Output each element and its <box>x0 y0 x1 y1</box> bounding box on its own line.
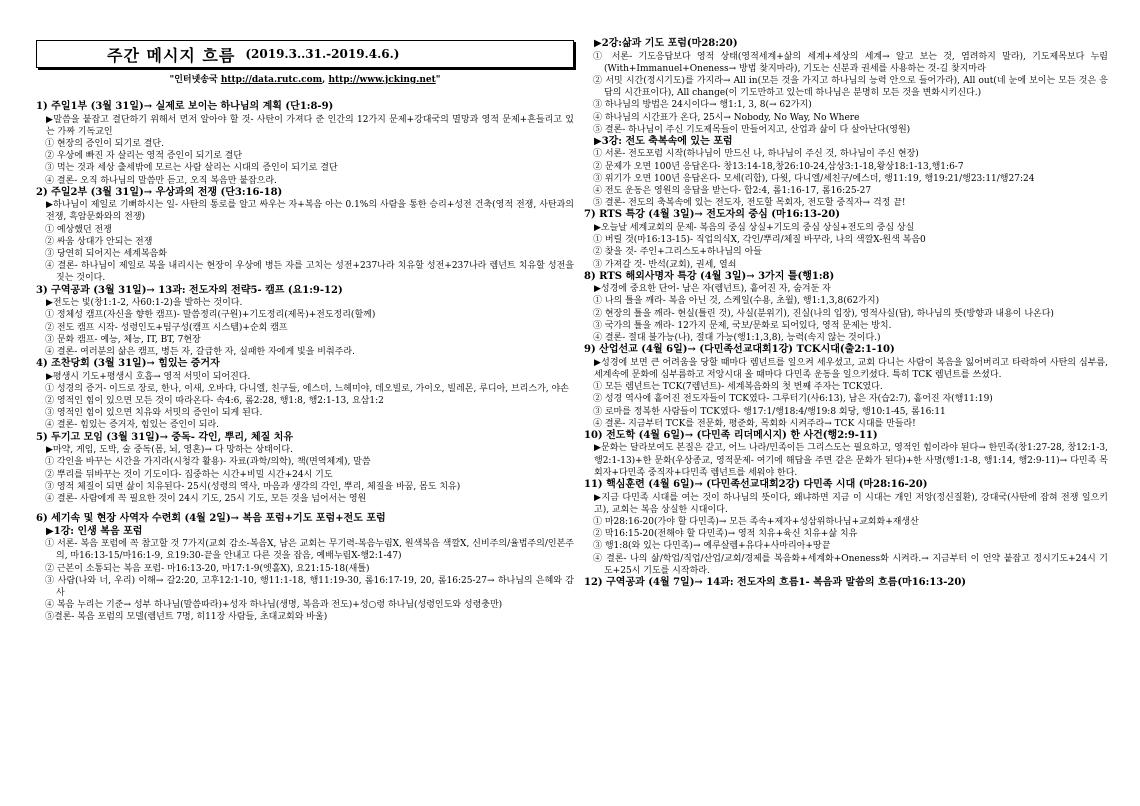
message-section <box>36 187 574 285</box>
list-item: ③ 먹는 것과 세상 출세밖에 모르는 사람 살리는 시대의 증인이 되기로 결단 <box>45 163 338 174</box>
list-item: ② 우상에 빠진 자 살리는 영적 증인이 되기로 결단 <box>45 151 243 162</box>
list-item: ③ 하나님의 방법은 24시이다→ 행1:1, 3, 8(→ 62가지) <box>593 100 812 111</box>
list-item: ③ 위기가 오면 100년 응답온다- 모세(리합), 다윗, 다니엘/세친구/에스더, 행11:19, 행19:21/행23:11/행27:24 <box>593 173 1035 184</box>
list-item: ③ 행1:8(와 있는 다민족)→ 예루살렘+유다+사마리아+땅끝 <box>593 541 831 552</box>
list-item: ⑤ 결론- 하나님이 주신 기도제목들이 만들어지고, 산업과 삶이 다 살아난다(영원) <box>593 124 911 135</box>
list-item: ② 근본이 소통되는 복음 포럼- 마16:13-20, 마17:1-9(엣홀X), 요21:15-18(새틀) <box>45 563 370 574</box>
section-heading: 12) 구역공과 (4월 7일)→ 14과: 전도자의 흐름1- 복음과 말씀의 흐름(마16:13-20) <box>584 577 967 589</box>
list-item: ④ 결론- 나의 삶/학업/직업/산업/교회/경제를 복음화+세계화+Oneness화 시켜라.→ 지금부터 이 언약 붙잡고 정시기도+24시 기도+25시 기도를 시작하라. <box>593 553 1108 576</box>
section-heading: 7) RTS 특강 (4월 3일)→ 전도자의 중심 (마16:13-20) <box>584 209 840 221</box>
section-heading: 8) RTS 해외사명자 특강 (4월 3일)→ 3가지 틀(행1:8) <box>584 270 835 282</box>
list-item: ④ 하나님의 시간표가 온다, 25시→ Nobody, No Way, No Where <box>593 112 860 123</box>
list-item: ③ 영적 체질이 되면 삶이 치유된다- 25시(성령의 역사, 마음과 생각의 각인, 뿌리, 체질을 바꿈, 몸도 치유) <box>45 481 461 492</box>
message-section <box>36 285 574 359</box>
links-separator: , <box>322 75 329 85</box>
list-item: ④ 결론- 사람에게 꼭 필요한 것이 24시 기도, 25시 기도, 모든 것을 넘어서는 영원 <box>45 493 367 504</box>
links-prefix: "인터넷송국 <box>169 75 221 85</box>
list-item: ① 예상했던 전쟁 <box>45 224 112 235</box>
list-item: ② 뿌리를 뒤바꾸는 것이 기도이다- 집중하는 시간+비밀 시간+24시 기도 <box>45 469 333 480</box>
list-item: ③ 가져갈 것- 반석(교회), 권세, 열쇠 <box>593 259 737 270</box>
message-section <box>584 136 1108 210</box>
list-item: ③ 당연히 되어지는 세계복음화 <box>45 249 167 260</box>
section-heading: 9) 산업선교 (4월 6일)→ (다민족선교대회1강) TCK시대(출2:1-10) <box>584 344 895 356</box>
link-jcking[interactable]: http://www.jcking.net <box>328 75 436 85</box>
section-heading: 11) 핵심훈련 (4월 6일)→ (다민족선교대회2강) 다민족 시대 (마28:16-20) <box>584 479 928 491</box>
list-item: ② 현장의 틀을 깨라- 현실(틀린 것), 사실(분위기), 진실(나의 입장), 영적사실(답), 하나님의 뜻(방향과 내용이 나온다) <box>593 308 1054 319</box>
list-item: ② 찾을 것- 주인+그리스도+하나님의 아들 <box>593 247 762 258</box>
link-rutc[interactable]: http://data.rutc.com <box>220 75 323 85</box>
list-item: ④ 결론- 오직 하나님의 말씀만 듣고, 오직 복음만 붙잡으라. <box>45 175 277 186</box>
section-intro: ▶오늘날 세계교회의 문제- 복음의 중심 상실+기도의 중심 상실+전도의 중심 상실 <box>594 222 915 233</box>
message-section <box>584 577 1108 590</box>
title-box <box>36 40 574 68</box>
section-gap <box>36 505 574 513</box>
list-item: ② 싸움 상대가 안되는 전쟁 <box>45 236 153 247</box>
section-intro: ▶하나님이 제일로 기뻐하시는 일- 사탄의 통로를 알고 싸우는 자+복음 아는 0.1%의 사람을 통한 승리+성전 건축(영적 전쟁, 사탄과의 전쟁, 흑암문화와의 전쟁) <box>46 200 574 223</box>
list-item: ① 서론- 전도포럼 시작(하나님이 만드신 나, 하나님이 주신 것, 하나님이 주신 현장) <box>593 149 919 160</box>
section-intro: ▶평생시 기도+평생시 호흡→ 영적 서밋이 되어진다. <box>46 371 251 382</box>
list-item: ③ 국가의 틀을 깨라- 12가지 문제, 국보/문화로 되어있다, 영적 문제는 방치. <box>593 320 892 331</box>
list-item: ① 서론- 기도응답보다 영적 상태(영적세계+삶의 세계+세상의 세계→ 알고 보는 것, 염려하지 말라), 기도제목보다 누림(With+Immanuel+Oneness→ 방법 찾지마라), 기도는 신분과 권세를 사용하는 것-길 찾지마라 <box>593 51 1108 74</box>
list-item: ③ 로마를 정복한 사람들이 TCK였다- 행17:1/행18:4/행19:8 회당, 행10:1-45, 롬16:11 <box>593 406 946 417</box>
section-intro: ▶지금 다민족 시대를 여는 것이 하나님의 뜻이다, 왜냐하면 지금 이 시대는 개인 저앙(정신질환), 강대국(사탄에 잡혀 전쟁 일으키고), 교회는 복음 상실한 시대이다. <box>594 492 1108 515</box>
section-intro: ▶전도는 빛(창1:1-2, 사60:1-2)을 발하는 것이다. <box>46 298 243 309</box>
date-range: (2019.3..31.-2019.4.6.) <box>245 47 400 61</box>
message-section <box>36 101 574 187</box>
list-item: ① 모든 렘넌트는 TCK(7렘넌트)- 세계복음화의 첫 번째 주자는 TCK였다. <box>593 382 883 393</box>
message-section <box>36 432 574 506</box>
list-item: ④ 결론- 절대 불가능(나), 절대 가능(행1:1,3,8), 능력(속지 않는 것이다.) <box>593 333 881 344</box>
message-section <box>584 38 1108 136</box>
list-item: ③ 영적인 힘이 있으면 치유와 서밋의 증인이 되게 된다. <box>45 408 263 419</box>
links-line <box>36 72 574 85</box>
section-heading: 6) 세기속 및 현장 사역자 수련회 (4월 2일)→ 복음 포럼+기도 포럼+전도 포럼 <box>36 513 386 525</box>
section-intro: ▶말씀을 붙잡고 결단하기 위해서 먼저 알아야 할 것- 사탄이 가져다 준 인간의 12가지 문제+강대국의 멸망과 영적 문제+흔들리고 있는 가짜 기독교인 <box>46 114 574 137</box>
list-item: ② 막16:15-20(전해야 할 다민족)→ 영적 치유+육신 치유+삶 치유 <box>593 529 858 540</box>
list-item: ⑤결론- 복음 포럼의 모델(렘넌트 7명, 히11장 사람들, 초대교회와 바울) <box>45 612 328 623</box>
list-item: ① 현장의 증인이 되기로 결단. <box>45 138 164 149</box>
list-item: ① 마28:16-20(가야 할 다민족)→ 모든 족속+제자+성삼위하나님+교회화+재생산 <box>593 517 919 527</box>
list-item: ② 전도 캠프 시작- 성령인도+팀구성(캠프 시스템)+순회 캠프 <box>45 322 288 333</box>
list-item: ① 정체성 캠프(자신을 향한 캠프)- 말씀정리(구원)+기도정리(제목)+전도정리(할께) <box>45 310 376 321</box>
section-intro: ▶성경에 보면 큰 어려움을 당할 때마다 렘넌트를 일으켜 세우셨고, 교회 다니는 사람이 복음을 잃어버리고 타락하여 사탄의 심부름, 세계속에 문화에 심부름하고 저앙시대 올 때마다 다민족 운동을 일으키셨다. 특히 TCK 렘넌트를 쓰셨다. <box>594 357 1108 380</box>
page-title: 주간 메시지 흐름 <box>107 45 236 65</box>
message-section <box>36 513 574 623</box>
section-intro: ▶마약, 게임, 도박, 술 중독(몸, 뇌, 영혼)→ 다 망하는 상태이다. <box>46 445 293 456</box>
list-item: ① 버릴 것(마16:13-15)- 직업의식X, 각인/뿌리/체질 바꾸라, 나의 색깔X-원색 복음0 <box>593 235 926 246</box>
list-item: ④ 결론- 여러분의 삶은 캠프, 병든 자, 갈급한 자, 실패한 자에게 빛을 비춰주라. <box>45 346 355 357</box>
message-section <box>584 271 1108 345</box>
list-item: ⑤ 결론- 전도의 축복속에 있는 전도자, 전도할 목회자, 전도할 중직자→ 걱정 끝! <box>593 198 906 209</box>
section-heading: 5) 두기고 모임 (3월 31일)→ 중독- 각인, 뿌리, 체질 치유 <box>36 431 294 443</box>
list-item: ② 서밋 시간(정시기도)를 가지라→ All in(모든 것을 가지고 하나님의 능력 안으로 들어가라), All out(네 눈에 보이는 모든 것은 응답의 시간표이다), All change(이 기도만하고 있는데 하나님은 분명히 모든 것을 변화시키신다.) <box>593 75 1108 99</box>
left-column <box>36 0 574 624</box>
section-intro: ▶문화는 달라보여도 본질은 같고, 어느 나라/민족이든 그리스도는 필요하고, 영적인 힘이라야 된다→ 한민족(창1:27-28, 창12:1-3, 행2:1-13)+한 문화(우상종교, 영적문제- 여기에 해답을 주면 같은 문화가 된다)+한 사명(행1:1-8, 행1:14, 행2:9-11)→ 다민족 목회자+다민족 중직자+다민족 렘넌트를 세워야 한다. <box>594 443 1108 478</box>
list-item: ② 영적인 힘이 있으면 모든 것이 따라온다- 속4:6, 롬2:28, 행1:8, 행2:1-13, 요삼1:2 <box>45 396 384 407</box>
list-item: ① 나의 틀을 깨라- 복음 아닌 것, 스케일(수용, 초월), 행1:1,3,8(62가지) <box>593 296 880 307</box>
lecture-heading: ▶2강:삶과 기도 포럼(마28:20) <box>594 38 738 49</box>
list-item: ④ 전도 운동은 영원의 응답을 받는다- 합2:4, 롬1:16-17, 롬16:25-27 <box>593 186 872 197</box>
right-column <box>584 38 1108 590</box>
list-item: ④ 결론- 지금부터 TCK를 전문화, 평준화, 목회화 시켜주라→ TCK 시대를 만들라! <box>593 418 916 429</box>
section-heading: 2) 주일2부 (3월 31일)→ 우상과의 전쟁 (단3:16-18) <box>36 186 283 198</box>
lecture-heading: ▶1강: 인생 복음 포럼 <box>46 525 143 537</box>
list-item: ① 성경의 증거- 이드로 장로, 한나, 이새, 오바댜, 다니엘, 친구들, 에스더, 느헤미야, 데오빌로, 가이오, 빌레몬, 루디아, 브리스가, 야손 <box>45 383 569 394</box>
lecture-heading: ▶3강: 전도 축복속에 있는 포럼 <box>594 135 733 147</box>
list-item: ③ 문화 캠프- 예능, 체능, IT, BT, 7현장 <box>45 334 201 345</box>
list-item: ① 각인을 바꾸는 시간을 가지라(시청각 활용)- 자료(과학/의학), 책(면역체계), 말씀 <box>45 457 371 468</box>
list-item: ③ 사람(나와 너, 우리) 이해→ 갈2:20, 고후12:1-10, 행11:1-18, 행11:19-30, 롬16:17-19, 20, 롬16:25-27→ 하나님의 은혜와 감사 <box>45 575 574 598</box>
list-item: ② 문제가 오면 100년 응답온다- 창13:14-18,창26:10-24,삼상3:1-18,왕상18:1-13,행1:6-7 <box>593 161 964 172</box>
section-heading: 4) 조찬당회 (3월 31일)→ 힘있는 증거자 <box>36 358 220 370</box>
message-section <box>36 358 574 432</box>
message-section <box>584 479 1108 577</box>
list-item: ④ 결론- 힘있는 증거자, 힘있는 증인이 되라. <box>45 420 220 431</box>
message-section <box>584 430 1108 479</box>
list-item: ④ 복음 누리는 기준→ 성부 하나님(말씀따라)+성자 하나님(생명, 복음과 전도)+성○령 하나님(성령인도와 성령충만) <box>45 600 503 611</box>
message-section <box>584 344 1108 430</box>
list-item: ② 성경 역사에 흩어진 전도자들이 TCK였다- 그루터기(사6:13), 남은 자(습2:7), 흩어진 자(행11:19) <box>593 394 993 405</box>
links-suffix: " <box>435 75 441 85</box>
list-item: ① 서론- 복음 포럼에 꼭 참고할 것 7가지(교회 감소-복음X, 남은 교회는 무기력-복음누림X, 원색복음 색깔X, 신비주의/율법주의/인본주의, 마16:13-15/마16:1-9, 요19:30-끝을 안내고 다른 것을 잡음, 예배누림X-행2:1-47) <box>45 539 574 562</box>
section-heading: 10) 전도학 (4월 6일)→ (다민족 리더메시지) 한 사건(행2:9-11) <box>584 429 878 441</box>
section-heading: 1) 주일1부 (3월 31일)→ 실제로 보이는 하나님의 계획 (단1:8-9) <box>36 101 334 112</box>
message-section <box>584 209 1108 270</box>
section-intro: ▶성경에 중요한 단어- 남은 자(렘넌트), 흩어진 자, 숨겨둔 자 <box>594 284 831 295</box>
list-item: ④ 결론- 하나님이 제일로 복을 내리시는 현장이 우상에 병든 자를 고치는 성전+237나라 치유할 성전+237나라 렘넌트 치유할 성전을 짓는 것이다. <box>45 261 574 284</box>
section-heading: 3) 구역공과 (3월 31일)→ 13과: 전도자의 전략5- 캠프 (요1:9-12) <box>36 284 343 296</box>
